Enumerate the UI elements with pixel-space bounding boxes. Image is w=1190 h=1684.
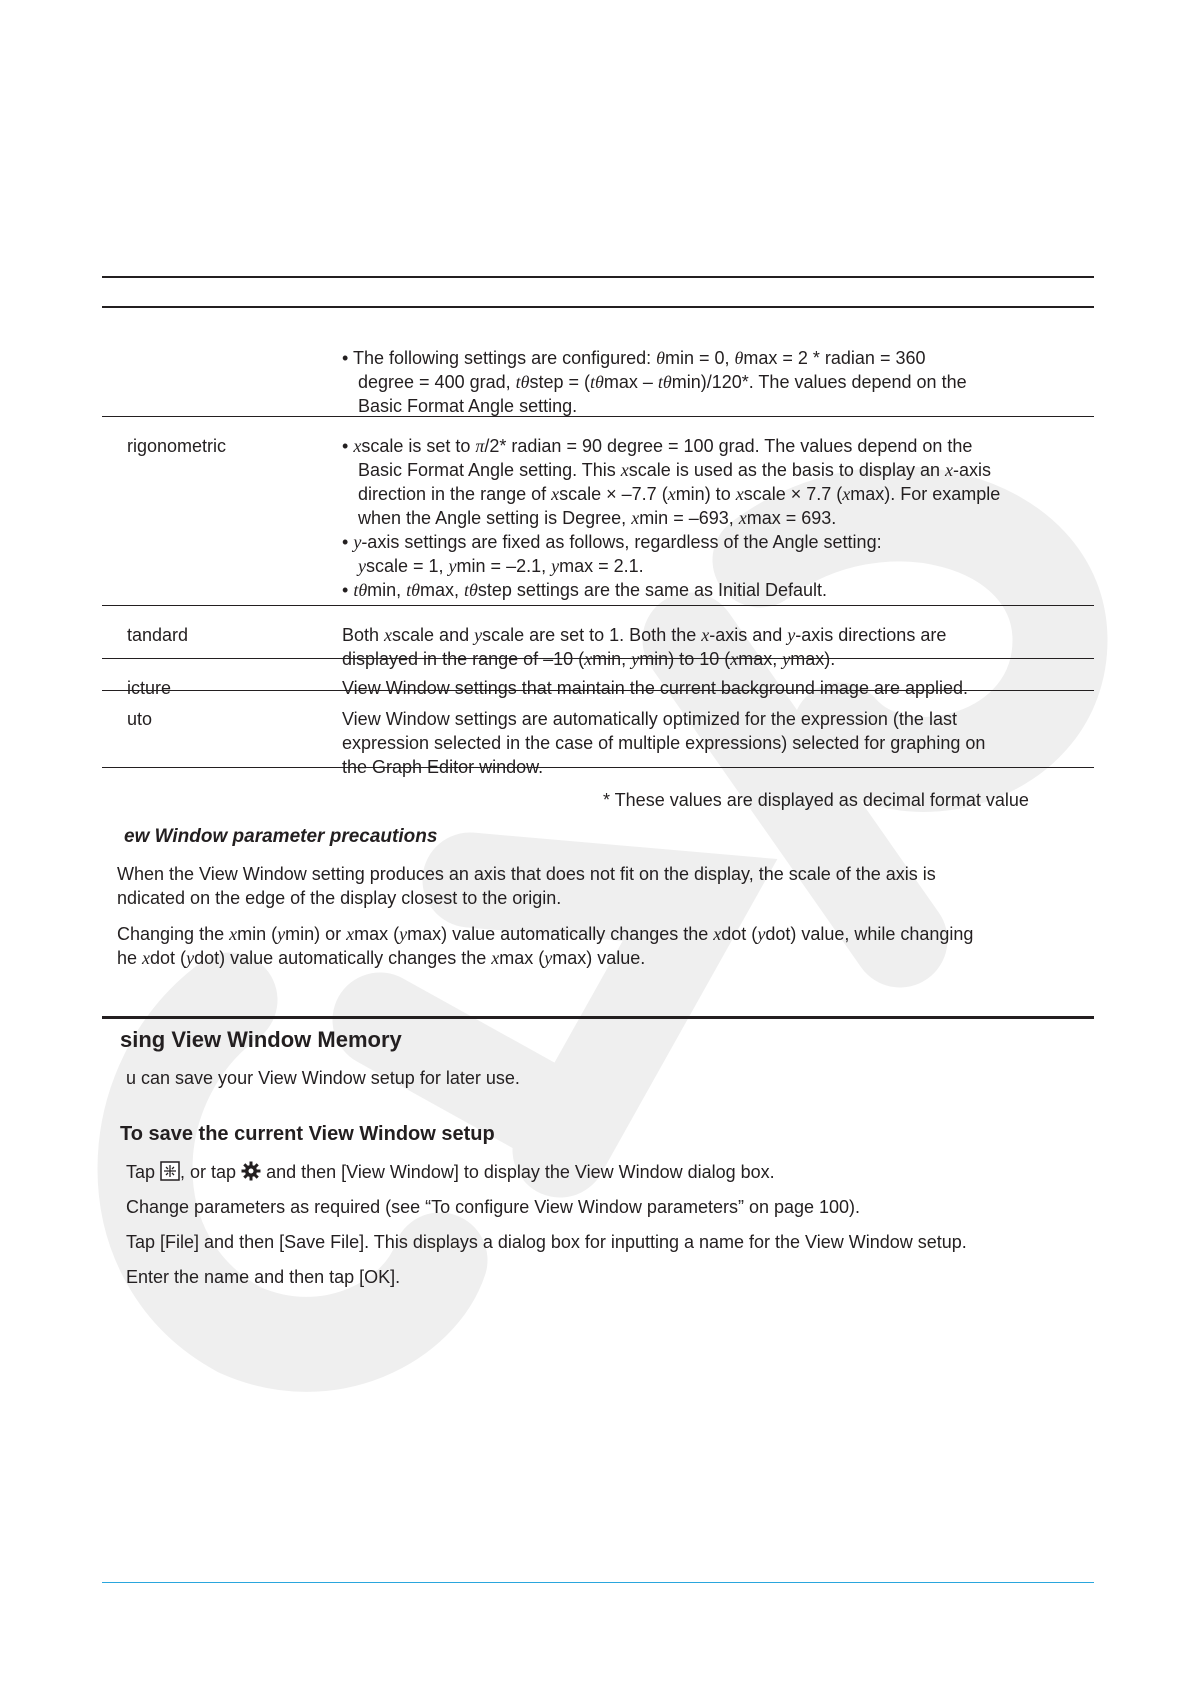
section-heading: sing View Window Memory: [120, 1027, 402, 1052]
text-segment: dot (: [721, 924, 758, 944]
text-segment: dot) value automatically changes the: [194, 948, 492, 968]
table-cell-line: [358, 458, 991, 482]
math-variable: x: [730, 649, 739, 669]
table-cell-line: [342, 434, 972, 458]
table-row-label: rigonometric: [127, 436, 227, 456]
table-cell-line: [342, 578, 827, 602]
text-segment: Tap [File] and then [Save File]. This displays a dialog box for inputting a name for the View Window setup.: [126, 1232, 967, 1252]
math-variable: x: [667, 484, 676, 504]
text-segment: -axis and: [709, 625, 788, 645]
precaution-line: [117, 862, 936, 886]
view-window-icon: [160, 1161, 180, 1187]
text-segment: the Graph Editor window.: [342, 757, 544, 777]
table-row-divider: [102, 658, 1094, 659]
text-segment: Basic Format Angle setting. This: [358, 460, 621, 480]
math-variable: y: [186, 948, 195, 968]
table-cell-line: [342, 530, 882, 554]
section-intro: u can save your View Window setup for later use.: [126, 1068, 520, 1088]
text-segment: max (: [354, 924, 400, 944]
math-variable: y: [787, 625, 796, 645]
precaution-line: [117, 946, 645, 970]
table-cell-line: [342, 676, 968, 700]
math-variable: x: [620, 460, 629, 480]
math-variable: x: [701, 625, 710, 645]
math-variable: tθ: [464, 580, 478, 600]
table-row-divider: [102, 690, 1094, 691]
text-segment: step = (: [529, 372, 590, 392]
math-variable: θ: [656, 348, 665, 368]
table-cell-line: [342, 647, 835, 671]
text-segment: min,: [592, 649, 632, 669]
procedure-step: [126, 1265, 400, 1289]
precautions-heading: ew Window parameter precautions: [124, 826, 438, 847]
text-segment: scale and: [392, 625, 475, 645]
math-variable: x: [384, 625, 393, 645]
table-header-rule: [102, 306, 1094, 308]
math-variable: tθ: [515, 372, 530, 392]
text-segment: min) to: [675, 484, 736, 504]
table-cell-line: [358, 482, 1000, 506]
text-segment: •: [342, 436, 354, 456]
text-segment: •: [342, 580, 354, 600]
table-row-label: uto: [127, 709, 153, 729]
math-variable: x: [142, 948, 151, 968]
math-variable: y: [474, 625, 483, 645]
text-segment: direction in the range of: [358, 484, 552, 504]
text-segment: Basic Format Angle setting.: [358, 396, 578, 416]
text-segment: expression selected in the case of multiple expressions) selected for graphing on: [342, 733, 986, 753]
text-segment: displayed in the range of –10 (: [342, 649, 585, 669]
math-variable: x: [346, 924, 355, 944]
table-cell-line: [342, 623, 946, 647]
text-segment: max = 693.: [746, 508, 837, 528]
text-segment: min = –693,: [639, 508, 739, 528]
math-variable: y: [782, 649, 791, 669]
math-variable: x: [353, 436, 362, 456]
text-segment: -axis settings are fixed as follows, regardless of the Angle setting:: [361, 532, 882, 552]
table-cell-line: [358, 506, 836, 530]
precaution-line: [117, 886, 561, 910]
table-row-divider: [102, 416, 1094, 417]
math-variable: x: [631, 508, 640, 528]
math-variable: π: [475, 436, 485, 456]
text-segment: View Window settings that maintain the current background image are applied.: [342, 678, 969, 698]
text-segment: max).: [790, 649, 836, 669]
math-variable: tθ: [590, 372, 604, 392]
procedure-step: [126, 1160, 775, 1187]
text-segment: min = 0,: [665, 348, 735, 368]
text-segment: View Window settings are automatically optimized for the expression (the last: [342, 709, 957, 729]
table-row-label: tandard: [127, 625, 189, 645]
text-segment: scale are set to 1. Both the: [482, 625, 702, 645]
math-variable: y: [277, 924, 286, 944]
text-segment: max,: [420, 580, 465, 600]
text-segment: When the View Window setting produces an axis that does not fit on the display, the scale of the axis is: [117, 864, 936, 884]
math-variable: x: [551, 484, 560, 504]
text-segment: , or tap: [180, 1162, 242, 1182]
procedure-title: To save the current View Window setup: [120, 1123, 495, 1145]
text-segment: • The following settings are configured:: [342, 348, 657, 368]
text-segment: step settings are the same as Initial Default.: [477, 580, 828, 600]
procedure-step: [126, 1195, 860, 1219]
table-row-divider: [102, 605, 1094, 606]
text-segment: Enter the name and then tap [OK].: [126, 1267, 401, 1287]
text-segment: Changing the: [117, 924, 230, 944]
section-rule: [102, 1016, 1094, 1019]
math-variable: tθ: [353, 580, 368, 600]
table-cell-line: [358, 370, 967, 394]
text-segment: he: [117, 948, 143, 968]
math-variable: x: [713, 924, 722, 944]
text-segment: min = –2.1,: [456, 556, 552, 576]
math-variable: y: [353, 532, 362, 552]
text-segment: dot) value, while changing: [765, 924, 974, 944]
math-variable: y: [551, 556, 560, 576]
text-segment: max). For example: [850, 484, 1001, 504]
text-segment: -axis: [952, 460, 991, 480]
math-variable: x: [735, 484, 744, 504]
text-segment: min)/120*. The values depend on the: [671, 372, 967, 392]
text-segment: Both: [342, 625, 385, 645]
footer-rule: [102, 1582, 1094, 1583]
gear-icon: [241, 1161, 261, 1187]
math-variable: θ: [734, 348, 744, 368]
text-segment: max –: [603, 372, 658, 392]
text-segment: •: [342, 532, 354, 552]
text-segment: Tap: [126, 1162, 161, 1182]
table-row-divider: [102, 767, 1094, 768]
text-segment: max,: [738, 649, 783, 669]
math-variable: tθ: [657, 372, 672, 392]
math-variable: x: [229, 924, 238, 944]
math-variable: x: [944, 460, 953, 480]
math-variable: x: [491, 948, 500, 968]
procedure-step: [126, 1230, 967, 1254]
text-segment: max) value automatically changes the: [407, 924, 714, 944]
math-variable: y: [544, 948, 553, 968]
math-variable: tθ: [406, 580, 421, 600]
text-segment: scale × 7.7 (: [743, 484, 843, 504]
text-segment: max = 2.1.: [559, 556, 644, 576]
top-rule: [102, 276, 1094, 278]
text-segment: min (: [237, 924, 278, 944]
math-variable: y: [399, 924, 408, 944]
text-segment: max) value.: [552, 948, 646, 968]
text-segment: -axis directions are: [795, 625, 947, 645]
table-cell-line: [358, 554, 644, 578]
text-segment: degree = 400 grad,: [358, 372, 516, 392]
text-segment: ndicated on the edge of the display closest to the origin.: [117, 888, 562, 908]
text-segment: scale is used as the basis to display an: [628, 460, 945, 480]
table-footnote: * These values are displayed as decimal format value: [603, 790, 1029, 810]
table-cell-line: [342, 731, 985, 755]
table-cell-line: [358, 394, 577, 418]
text-segment: max (: [499, 948, 545, 968]
math-variable: x: [842, 484, 851, 504]
math-variable: x: [584, 649, 593, 669]
math-variable: y: [358, 556, 366, 576]
math-variable: y: [757, 924, 766, 944]
text-segment: max = 2 * radian = 360: [743, 348, 926, 368]
table-cell-line: [342, 346, 926, 370]
text-segment: dot (: [150, 948, 187, 968]
text-segment: when the Angle setting is Degree,: [358, 508, 632, 528]
math-variable: y: [448, 556, 457, 576]
text-segment: min,: [367, 580, 407, 600]
text-segment: scale × –7.7 (: [559, 484, 668, 504]
table-cell-line: [342, 707, 957, 731]
text-segment: /2* radian = 90 degree = 100 grad. The values depend on the: [484, 436, 973, 456]
text-segment: scale = 1,: [366, 556, 449, 576]
text-segment: scale is set to: [361, 436, 476, 456]
math-variable: x: [738, 508, 747, 528]
text-segment: min) to 10 (: [639, 649, 731, 669]
text-segment: and then [View Window] to display the View Window dialog box.: [261, 1162, 775, 1182]
text-segment: min) or: [285, 924, 347, 944]
text-segment: Change parameters as required (see “To configure View Window parameters” on page 100).: [126, 1197, 861, 1217]
table-row-label: icture: [127, 678, 172, 698]
precaution-line: [117, 922, 973, 946]
math-variable: y: [631, 649, 640, 669]
